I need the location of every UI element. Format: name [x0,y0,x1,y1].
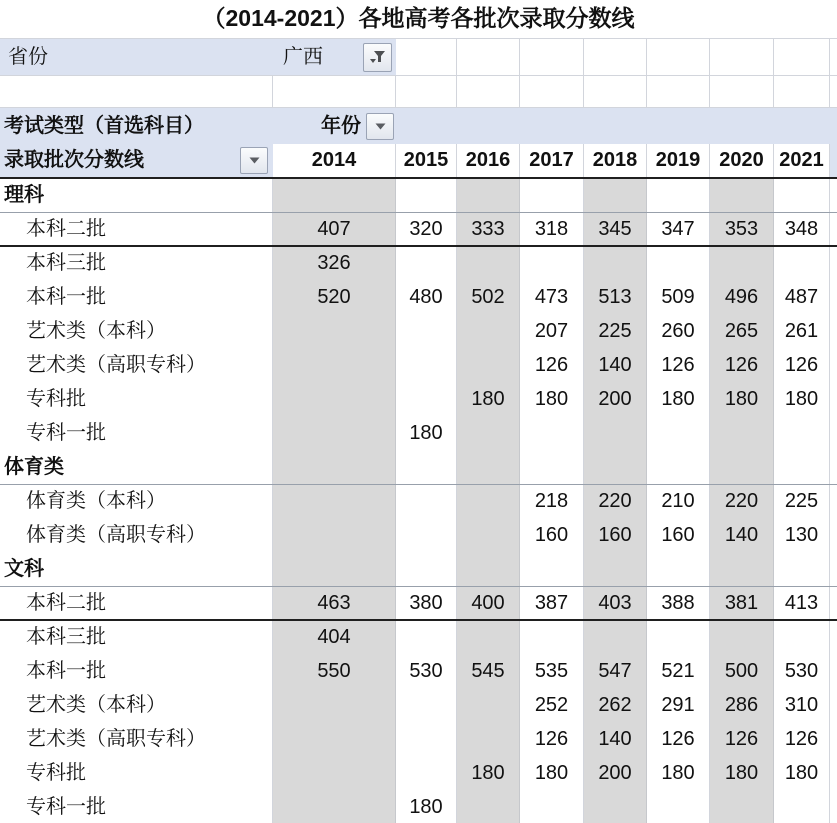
table-row [0,587,837,621]
value-cell[interactable] [457,349,520,383]
value-cell[interactable]: 180 [710,757,774,791]
value-cell[interactable] [584,417,647,451]
section-header-cell[interactable]: 文科 [0,553,273,586]
empty-cell[interactable] [396,39,457,75]
sheet-edge-cell [830,315,837,349]
row-label-cell[interactable]: 本科二批 [0,587,273,619]
table-row [0,417,837,451]
value-cell[interactable] [647,553,710,586]
value-cell[interactable] [584,791,647,823]
value-field-cell[interactable] [0,144,273,177]
province-filter-button[interactable] [363,43,392,72]
value-cell[interactable] [710,621,774,655]
value-cell[interactable]: 180 [457,383,520,417]
sheet-edge-cell [830,689,837,723]
value-cell[interactable] [457,723,520,757]
empty-cell[interactable] [0,76,273,107]
table-row [0,655,837,689]
spacer-row [0,76,837,108]
value-cell[interactable]: 463 [273,587,396,619]
row-label-cell[interactable]: 专科一批 [0,791,273,823]
pivot-field-row [0,108,837,144]
value-cell[interactable] [396,451,457,484]
table-row [0,519,837,553]
value-cell[interactable] [647,451,710,484]
sheet-edge-cell [830,723,837,757]
row-label-cell[interactable]: 专科批 [0,383,273,417]
value-cell[interactable] [273,485,396,519]
value-cell[interactable]: 126 [710,723,774,757]
empty-cell[interactable] [584,76,647,107]
value-cell[interactable]: 530 [396,655,457,689]
value-cell[interactable] [273,451,396,484]
sheet-edge-cell [830,587,837,619]
value-cell[interactable] [774,791,830,823]
value-cell[interactable]: 220 [710,485,774,519]
sheet-edge-cell [830,39,837,75]
table-row [0,315,837,349]
table-row [0,349,837,383]
section-header-cell[interactable]: 理科 [0,179,273,212]
value-cell[interactable]: 261 [774,315,830,349]
value-cell[interactable] [710,553,774,586]
batch-filter-dropdown-button[interactable] [240,147,268,174]
value-cell[interactable] [396,247,457,281]
value-cell[interactable]: 180 [520,383,584,417]
value-cell[interactable] [396,689,457,723]
sheet-edge-cell [830,383,837,417]
value-cell[interactable]: 333 [457,213,520,245]
value-cell[interactable] [710,247,774,281]
value-cell[interactable] [457,519,520,553]
value-cell[interactable]: 200 [584,383,647,417]
value-cell[interactable] [520,553,584,586]
value-cell[interactable]: 500 [710,655,774,689]
value-cell[interactable]: 126 [774,723,830,757]
value-cell[interactable]: 200 [584,757,647,791]
value-cell[interactable]: 160 [584,519,647,553]
table-row [0,485,837,519]
row-label-cell[interactable]: 本科一批 [0,281,273,315]
value-cell[interactable]: 126 [520,723,584,757]
value-cell[interactable]: 286 [710,689,774,723]
table-row [0,791,837,823]
value-cell[interactable] [774,417,830,451]
value-cell[interactable]: 318 [520,213,584,245]
year-header-cell[interactable]: 2014 [273,144,396,177]
sheet-edge-cell [830,553,837,586]
table-row [0,281,837,315]
value-cell[interactable] [774,553,830,586]
value-cell[interactable]: 413 [774,587,830,619]
value-cell[interactable]: 480 [396,281,457,315]
value-cell[interactable]: 180 [710,383,774,417]
value-cell[interactable]: 348 [774,213,830,245]
value-cell[interactable]: 126 [774,349,830,383]
value-cell[interactable] [457,451,520,484]
value-cell[interactable]: 347 [647,213,710,245]
row-label-cell[interactable]: 本科一批 [0,655,273,689]
value-cell[interactable]: 260 [647,315,710,349]
empty-cell[interactable] [647,39,710,75]
table-row [0,213,837,247]
value-cell[interactable] [774,451,830,484]
value-cell[interactable]: 496 [710,281,774,315]
value-cell[interactable]: 225 [584,315,647,349]
value-cell[interactable] [520,791,584,823]
sheet-edge-cell [830,621,837,655]
value-cell[interactable]: 160 [647,519,710,553]
value-cell[interactable]: 513 [584,281,647,315]
year-header-cell[interactable]: 2019 [647,144,710,177]
value-cell[interactable]: 550 [273,655,396,689]
value-cell[interactable] [396,383,457,417]
value-field-label: 录取批次分数线 [4,149,144,171]
sheet-edge-cell [830,349,837,383]
value-cell[interactable]: 225 [774,485,830,519]
value-cell[interactable] [273,519,396,553]
section-header-row [0,451,837,485]
value-cell[interactable]: 502 [457,281,520,315]
sheet-edge-cell [830,757,837,791]
table-row [0,757,837,791]
value-cell[interactable]: 404 [273,621,396,655]
value-cell[interactable] [273,723,396,757]
value-cell[interactable] [396,757,457,791]
empty-cell[interactable] [396,76,457,107]
value-cell[interactable] [273,315,396,349]
chevron-down-icon [249,157,260,164]
value-cell[interactable]: 380 [396,587,457,619]
value-cell[interactable]: 353 [710,213,774,245]
value-cell[interactable]: 207 [520,315,584,349]
value-cell[interactable]: 126 [520,349,584,383]
value-cell[interactable]: 535 [520,655,584,689]
sheet-edge-cell [830,451,837,484]
value-cell[interactable] [273,383,396,417]
value-cell[interactable]: 345 [584,213,647,245]
value-cell[interactable]: 180 [520,757,584,791]
row-field-cell[interactable]: 考试类型（首选科目） [4,115,204,137]
sheet-edge-cell [830,519,837,553]
value-cell[interactable] [396,485,457,519]
chevron-down-icon [375,123,386,130]
empty-cell[interactable] [774,39,830,75]
value-cell[interactable]: 126 [710,349,774,383]
year-header-cell[interactable]: 2018 [584,144,647,177]
value-cell[interactable] [774,621,830,655]
empty-cell[interactable] [457,76,520,107]
value-cell[interactable]: 530 [774,655,830,689]
value-cell[interactable]: 140 [584,349,647,383]
sheet-edge-cell [830,655,837,689]
table-row [0,247,837,281]
value-cell[interactable] [520,417,584,451]
sheet-edge-cell [830,179,837,212]
value-cell[interactable]: 520 [273,281,396,315]
empty-cell[interactable] [520,39,584,75]
empty-cell[interactable] [457,39,520,75]
value-cell[interactable]: 381 [710,587,774,619]
value-cell[interactable]: 521 [647,655,710,689]
value-cell[interactable] [584,451,647,484]
value-cell[interactable] [584,179,647,212]
province-filter-row [0,39,837,76]
value-cell[interactable]: 388 [647,587,710,619]
section-header-row [0,179,837,213]
column-field-cell[interactable] [273,108,396,144]
value-cell[interactable] [647,621,710,655]
value-cell[interactable] [647,247,710,281]
value-cell[interactable] [396,621,457,655]
pivot-table-body [0,179,837,823]
value-cell[interactable] [273,757,396,791]
value-cell[interactable]: 473 [520,281,584,315]
value-cell[interactable]: 487 [774,281,830,315]
empty-cell[interactable] [520,76,584,107]
empty-cell[interactable] [273,76,396,107]
year-header-cell[interactable]: 2015 [396,144,457,177]
empty-cell[interactable] [710,76,774,107]
value-cell[interactable]: 403 [584,587,647,619]
value-cell[interactable]: 310 [774,689,830,723]
row-label-cell[interactable]: 体育类（本科） [0,485,273,519]
value-cell[interactable]: 160 [520,519,584,553]
row-label-cell[interactable]: 体育类（高职专科） [0,519,273,553]
value-cell[interactable]: 220 [584,485,647,519]
value-cell[interactable] [273,553,396,586]
sheet-edge-cell [830,791,837,823]
value-cell[interactable] [647,791,710,823]
value-cell[interactable] [396,179,457,212]
row-label-cell[interactable]: 本科三批 [0,247,273,281]
value-cell[interactable]: 180 [457,757,520,791]
row-label-cell[interactable]: 专科批 [0,757,273,791]
value-cell[interactable]: 509 [647,281,710,315]
value-cell[interactable] [457,417,520,451]
row-label-cell[interactable]: 艺术类（本科） [0,315,273,349]
row-label-cell[interactable]: 艺术类（本科） [0,689,273,723]
value-cell[interactable]: 400 [457,587,520,619]
sheet-edge-cell [830,417,837,451]
value-cell[interactable] [457,179,520,212]
value-cell[interactable] [273,179,396,212]
value-cell[interactable] [520,621,584,655]
value-cell[interactable]: 140 [584,723,647,757]
year-field-dropdown-button[interactable] [366,113,394,140]
value-cell[interactable]: 126 [647,723,710,757]
value-cell[interactable] [273,689,396,723]
sheet-edge-cell [830,485,837,519]
year-header-cell[interactable]: 2017 [520,144,584,177]
funnel-with-arrow-icon [369,49,386,66]
value-cell[interactable]: 320 [396,213,457,245]
value-cell[interactable]: 180 [774,383,830,417]
empty-cell[interactable] [774,76,830,107]
value-cell[interactable]: 180 [774,757,830,791]
column-field-label: 年份 [321,115,361,137]
year-header-cell[interactable]: 2020 [710,144,774,177]
value-cell[interactable] [584,553,647,586]
value-cell[interactable]: 180 [396,791,457,823]
year-header-cell[interactable]: 2016 [457,144,520,177]
value-cell[interactable]: 180 [647,757,710,791]
value-cell[interactable] [457,791,520,823]
row-label-cell[interactable]: 本科二批 [0,213,273,245]
value-cell[interactable] [457,485,520,519]
sheet-edge-cell [830,76,837,107]
section-header-row [0,553,837,587]
value-cell[interactable] [647,417,710,451]
sheet-edge-cell [830,144,837,177]
row-label-cell[interactable]: 专科一批 [0,417,273,451]
year-header-row [0,144,837,179]
value-cell[interactable]: 545 [457,655,520,689]
sheet-edge-cell [830,247,837,281]
value-cell[interactable] [396,723,457,757]
value-cell[interactable]: 180 [396,417,457,451]
value-cell[interactable]: 140 [710,519,774,553]
value-cell[interactable] [273,349,396,383]
value-cell[interactable]: 130 [774,519,830,553]
sheet-edge-cell [830,213,837,245]
value-cell[interactable] [457,621,520,655]
value-cell[interactable] [457,553,520,586]
value-cell[interactable] [710,179,774,212]
province-label-cell[interactable]: 省份 [0,39,273,75]
empty-cell[interactable] [584,39,647,75]
value-cell[interactable]: 252 [520,689,584,723]
page-title: （2014-2021）各地高考各批次录取分数线 [0,0,837,39]
province-value: 广西 [283,46,323,68]
value-cell[interactable]: 547 [584,655,647,689]
value-cell[interactable]: 265 [710,315,774,349]
province-value-cell[interactable] [273,39,396,75]
value-cell[interactable] [457,315,520,349]
value-cell[interactable]: 180 [647,383,710,417]
value-cell[interactable]: 291 [647,689,710,723]
value-cell[interactable]: 326 [273,247,396,281]
value-cell[interactable]: 218 [520,485,584,519]
value-cell[interactable] [710,451,774,484]
value-cell[interactable] [396,553,457,586]
row-label-cell[interactable]: 艺术类（高职专科） [0,723,273,757]
table-row [0,621,837,655]
row-label-cell[interactable]: 艺术类（高职专科） [0,349,273,383]
value-cell[interactable]: 210 [647,485,710,519]
section-header-cell[interactable]: 体育类 [0,451,273,484]
value-cell[interactable] [273,417,396,451]
value-cell[interactable] [396,519,457,553]
sheet-edge-cell [830,281,837,315]
value-cell[interactable]: 387 [520,587,584,619]
row-label-cell[interactable]: 本科三批 [0,621,273,655]
table-row [0,383,837,417]
value-cell[interactable] [710,417,774,451]
table-row [0,689,837,723]
value-cell[interactable]: 262 [584,689,647,723]
table-row [0,723,837,757]
value-cell[interactable] [520,451,584,484]
value-cell[interactable]: 407 [273,213,396,245]
empty-cell[interactable] [647,76,710,107]
value-cell[interactable]: 126 [647,349,710,383]
value-cell[interactable] [396,315,457,349]
value-cell[interactable] [520,247,584,281]
value-cell[interactable] [647,179,710,212]
value-cell[interactable] [774,179,830,212]
value-cell[interactable] [520,179,584,212]
value-cell[interactable] [396,349,457,383]
value-cell[interactable] [584,247,647,281]
empty-cell[interactable] [710,39,774,75]
value-cell[interactable] [584,621,647,655]
value-cell[interactable] [774,247,830,281]
value-cell[interactable] [457,247,520,281]
year-header-cell[interactable]: 2021 [774,144,830,177]
value-cell[interactable] [457,689,520,723]
value-cell[interactable] [273,791,396,823]
value-cell[interactable] [710,791,774,823]
